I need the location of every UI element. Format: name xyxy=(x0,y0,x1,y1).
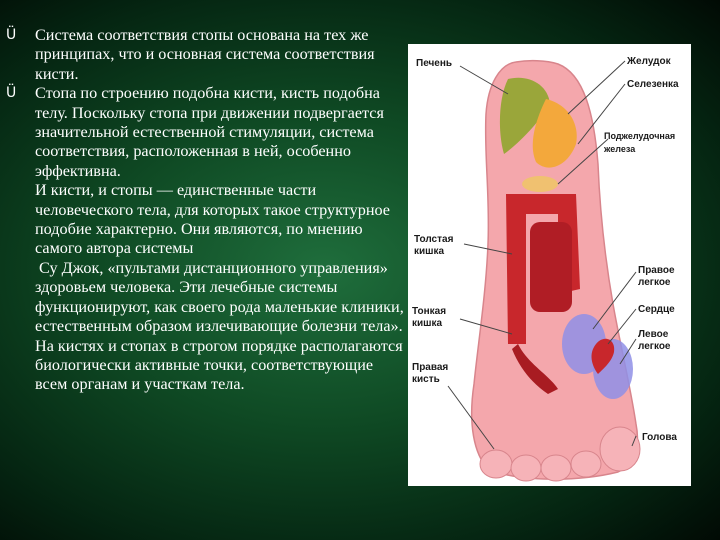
label-right-hand-1: Правая xyxy=(412,362,449,373)
label-right-lung-2: легкое xyxy=(638,277,671,288)
label-right-hand-2: кисть xyxy=(412,374,440,385)
bullet-2-text: Стопа по строению подобна кисти, кисть подобна телу. Поскольку стопа при движении подвергается значительной естественной стимуляции, система соответствия, расположенная в ней, особенно эффективна. xyxy=(35,84,384,180)
pancreas-zone xyxy=(522,176,558,192)
toe-4 xyxy=(571,451,601,477)
label-stomach: Желудок xyxy=(627,56,671,67)
foot-diagram-svg xyxy=(408,44,691,486)
label-liver: Печень xyxy=(416,58,453,69)
toe-1 xyxy=(480,450,512,478)
label-small-intestine-1: Тонкая xyxy=(412,306,447,317)
small-intestine-zone xyxy=(530,222,572,312)
bullet-1-text: Система соответствия стопы основана на тех же принципах, что и основная система соответствия кисти. xyxy=(35,26,375,83)
label-right-lung-1: Правое xyxy=(638,265,675,276)
label-small-intestine-2: кишка xyxy=(412,318,443,329)
label-left-lung-2: легкое xyxy=(638,341,671,352)
paragraph-1: И кисти, и стопы — единственные части человеческого тела, для которых такое структурное подобие характерно. Они являются, по мнению самого автора системы xyxy=(35,181,390,258)
bullet-marker-icon: Ü xyxy=(6,27,17,43)
slide-text xyxy=(6,26,406,395)
bullet-marker-icon: Ü xyxy=(6,85,17,102)
label-large-intestine-2: кишка xyxy=(414,246,445,257)
label-pancreas-2: железа xyxy=(604,144,636,154)
bullet-1 xyxy=(6,26,406,84)
label-left-lung-1: Левое xyxy=(638,329,669,340)
label-large-intestine-1: Толстая xyxy=(414,234,454,245)
label-heart: Сердце xyxy=(638,304,675,315)
foot-diagram xyxy=(408,44,691,486)
paragraph-2: Су Джок, «пультами дистанционного управления» здоровьем человека. Эти лечебные системы функционируют, как своего рода маленькие клиники, естественным образом излечивающие болезни тела». На кистях и стопах в строгом порядке располагаются биологически активные точки, соответствующие всем органам и участкам тела. xyxy=(35,258,408,394)
bullet-2 xyxy=(6,84,406,181)
toe-2 xyxy=(511,455,541,481)
toe-3 xyxy=(541,455,571,481)
label-spleen: Селезенка xyxy=(627,79,679,90)
label-head: Голова xyxy=(642,432,677,443)
toe-5-head xyxy=(600,427,640,471)
label-pancreas-1: Поджелудочная xyxy=(604,131,676,141)
